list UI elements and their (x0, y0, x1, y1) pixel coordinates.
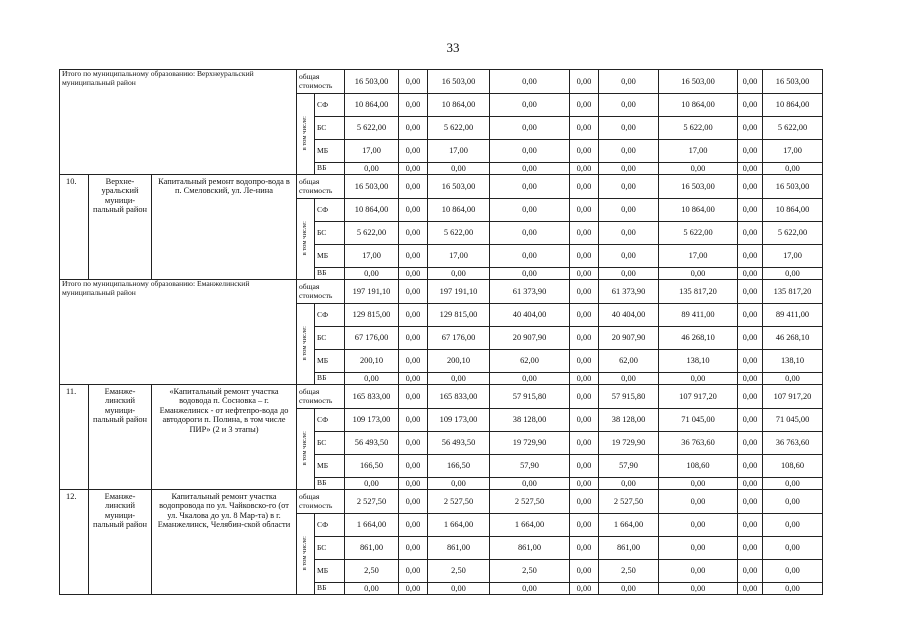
item-row (60, 490, 823, 514)
row-label-БС: БС (315, 537, 345, 560)
value-fed-cost: 0,00 (399, 94, 428, 117)
value-y2-fed: 0,00 (738, 94, 763, 117)
row-label-ВБ: ВБ (315, 373, 345, 385)
value-total-cost: 1 664,00 (345, 514, 399, 537)
value-y2-sum: 17,00 (763, 245, 823, 268)
row-label-СФ: СФ (315, 514, 345, 537)
value-grand-total: 5 622,00 (428, 117, 490, 140)
value-total-cost: 197 191,10 (345, 280, 399, 304)
value-y2-sum: 0,00 (763, 268, 823, 280)
value-y1-fed: 0,00 (570, 222, 599, 245)
value-total-cost: 16 503,00 (345, 70, 399, 94)
value-y1-total: 2,50 (490, 560, 570, 583)
incl-label: в том числе: (301, 325, 309, 360)
value-fed-cost: 0,00 (399, 245, 428, 268)
value-total-cost: 2,50 (345, 560, 399, 583)
row-label-МБ: МБ (315, 245, 345, 268)
value-fed-cost: 0,00 (399, 537, 428, 560)
value-y2-total: 36 763,60 (659, 432, 738, 455)
value-grand-total: 109 173,00 (428, 409, 490, 432)
value-grand-total: 2,50 (428, 560, 490, 583)
budget-table (59, 69, 823, 595)
value-y2-total: 0,00 (659, 268, 738, 280)
row-label-ВБ: ВБ (315, 268, 345, 280)
value-y1-fed: 0,00 (570, 163, 599, 175)
value-y2-sum: 71 045,00 (763, 409, 823, 432)
value-total-cost: 0,00 (345, 268, 399, 280)
value-y1-sum: 0,00 (599, 373, 659, 385)
item-row (60, 385, 823, 409)
value-fed-cost: 0,00 (399, 268, 428, 280)
incl-label: в том числе: (301, 535, 309, 570)
value-y2-fed: 0,00 (738, 304, 763, 327)
value-fed-cost: 0,00 (399, 304, 428, 327)
value-y1-fed: 0,00 (570, 117, 599, 140)
value-y2-sum: 138,10 (763, 350, 823, 373)
incl-cell (297, 514, 315, 595)
value-y1-total: 0,00 (490, 70, 570, 94)
value-y1-total: 20 907,90 (490, 327, 570, 350)
value-y1-total: 1 664,00 (490, 514, 570, 537)
value-fed-cost: 0,00 (399, 373, 428, 385)
value-grand-total: 16 503,00 (428, 70, 490, 94)
value-grand-total: 0,00 (428, 373, 490, 385)
value-fed-cost: 0,00 (399, 560, 428, 583)
value-y1-total: 0,00 (490, 117, 570, 140)
value-y2-total: 16 503,00 (659, 70, 738, 94)
value-y2-total: 89 411,00 (659, 304, 738, 327)
value-y2-total: 10 864,00 (659, 94, 738, 117)
value-y2-sum: 0,00 (763, 490, 823, 514)
value-fed-cost: 0,00 (399, 140, 428, 163)
value-total-cost: 861,00 (345, 537, 399, 560)
value-y1-sum: 0,00 (599, 117, 659, 140)
value-y1-total: 0,00 (490, 478, 570, 490)
value-y1-sum: 19 729,90 (599, 432, 659, 455)
value-grand-total: 129 815,00 (428, 304, 490, 327)
value-y1-fed: 0,00 (570, 140, 599, 163)
row-label-МБ: МБ (315, 350, 345, 373)
value-y1-sum: 61 373,90 (599, 280, 659, 304)
value-y2-sum: 17,00 (763, 140, 823, 163)
item-description: Капитальный ремонт водопро-вода в п. Смеловский, ул. Ле-нина (152, 175, 297, 280)
value-y2-sum: 107 917,20 (763, 385, 823, 409)
value-y1-total: 0,00 (490, 222, 570, 245)
value-y2-fed: 0,00 (738, 175, 763, 199)
value-y2-fed: 0,00 (738, 245, 763, 268)
item-district: Еманже-линский муници-пальный район (89, 385, 152, 490)
total-title: Итого по муниципальному образованию: Верхнеуральский муниципальный район (60, 70, 297, 175)
value-y2-sum: 135 817,20 (763, 280, 823, 304)
incl-cell (297, 94, 315, 175)
value-grand-total: 16 503,00 (428, 175, 490, 199)
total-row (60, 280, 823, 304)
value-grand-total: 1 664,00 (428, 514, 490, 537)
value-y1-total: 40 404,00 (490, 304, 570, 327)
value-total-cost: 0,00 (345, 163, 399, 175)
value-y2-sum: 0,00 (763, 537, 823, 560)
page-number: 33 (446, 40, 460, 55)
value-fed-cost: 0,00 (399, 327, 428, 350)
value-total-cost: 17,00 (345, 245, 399, 268)
value-y2-total: 0,00 (659, 163, 738, 175)
incl-label: в том числе: (301, 220, 309, 255)
value-y2-sum: 36 763,60 (763, 432, 823, 455)
row-label-ВБ: ВБ (315, 478, 345, 490)
value-fed-cost: 0,00 (399, 163, 428, 175)
value-y1-fed: 0,00 (570, 385, 599, 409)
value-y2-fed: 0,00 (738, 537, 763, 560)
value-y2-total: 0,00 (659, 373, 738, 385)
value-y1-sum: 62,00 (599, 350, 659, 373)
row-label-БС: БС (315, 327, 345, 350)
value-y1-fed: 0,00 (570, 327, 599, 350)
value-y1-fed: 0,00 (570, 199, 599, 222)
value-y2-total: 0,00 (659, 514, 738, 537)
value-grand-total: 56 493,50 (428, 432, 490, 455)
value-grand-total: 5 622,00 (428, 222, 490, 245)
value-total-cost: 109 173,00 (345, 409, 399, 432)
value-y1-sum: 0,00 (599, 583, 659, 595)
value-y1-sum: 40 404,00 (599, 304, 659, 327)
value-y1-total: 861,00 (490, 537, 570, 560)
value-y1-sum: 1 664,00 (599, 514, 659, 537)
value-fed-cost: 0,00 (399, 478, 428, 490)
value-total-cost: 16 503,00 (345, 175, 399, 199)
value-fed-cost: 0,00 (399, 222, 428, 245)
item-district: Еманже-линский муници-пальный район (89, 490, 152, 595)
value-y2-total: 46 268,10 (659, 327, 738, 350)
total-row (60, 70, 823, 94)
value-fed-cost: 0,00 (399, 199, 428, 222)
value-grand-total: 200,10 (428, 350, 490, 373)
value-y1-fed: 0,00 (570, 304, 599, 327)
value-y1-fed: 0,00 (570, 478, 599, 490)
value-grand-total: 17,00 (428, 245, 490, 268)
value-y1-total: 0,00 (490, 199, 570, 222)
value-y1-fed: 0,00 (570, 373, 599, 385)
value-total-cost: 10 864,00 (345, 94, 399, 117)
value-grand-total: 165 833,00 (428, 385, 490, 409)
value-y2-sum: 16 503,00 (763, 70, 823, 94)
row-label-БС: БС (315, 432, 345, 455)
value-y1-total: 0,00 (490, 583, 570, 595)
value-y2-sum: 10 864,00 (763, 199, 823, 222)
value-y1-sum: 0,00 (599, 140, 659, 163)
incl-cell (297, 199, 315, 280)
value-y2-fed: 0,00 (738, 409, 763, 432)
value-y1-total: 61 373,90 (490, 280, 570, 304)
value-total-cost: 0,00 (345, 478, 399, 490)
row-label-МБ: МБ (315, 560, 345, 583)
value-y1-sum: 0,00 (599, 175, 659, 199)
value-y1-sum: 2,50 (599, 560, 659, 583)
value-y1-fed: 0,00 (570, 245, 599, 268)
value-fed-cost: 0,00 (399, 432, 428, 455)
item-number: 12. (60, 490, 89, 595)
value-y2-total: 5 622,00 (659, 222, 738, 245)
value-y1-fed: 0,00 (570, 560, 599, 583)
value-grand-total: 10 864,00 (428, 199, 490, 222)
value-y1-sum: 57 915,80 (599, 385, 659, 409)
value-grand-total: 10 864,00 (428, 94, 490, 117)
item-number: 11. (60, 385, 89, 490)
value-y1-total: 57,90 (490, 455, 570, 478)
value-grand-total: 2 527,50 (428, 490, 490, 514)
value-y2-total: 16 503,00 (659, 175, 738, 199)
value-y2-total: 135 817,20 (659, 280, 738, 304)
value-total-cost: 56 493,50 (345, 432, 399, 455)
value-total-cost: 200,10 (345, 350, 399, 373)
row-label-total-cost: общая стоимость (297, 280, 345, 304)
row-label-СФ: СФ (315, 409, 345, 432)
value-grand-total: 67 176,00 (428, 327, 490, 350)
value-y1-sum: 0,00 (599, 222, 659, 245)
value-y2-total: 0,00 (659, 537, 738, 560)
value-y2-total: 5 622,00 (659, 117, 738, 140)
incl-label: в том числе: (301, 430, 309, 465)
value-y1-fed: 0,00 (570, 432, 599, 455)
value-y2-fed: 0,00 (738, 140, 763, 163)
value-y1-total: 0,00 (490, 140, 570, 163)
value-y1-total: 57 915,80 (490, 385, 570, 409)
value-y2-total: 138,10 (659, 350, 738, 373)
value-y1-total: 0,00 (490, 268, 570, 280)
value-y1-sum: 0,00 (599, 163, 659, 175)
value-y1-sum: 38 128,00 (599, 409, 659, 432)
row-label-total-cost: общая стоимость (297, 70, 345, 94)
value-y2-fed: 0,00 (738, 350, 763, 373)
value-y2-sum: 108,60 (763, 455, 823, 478)
value-fed-cost: 0,00 (399, 455, 428, 478)
value-y2-sum: 5 622,00 (763, 222, 823, 245)
value-y2-fed: 0,00 (738, 280, 763, 304)
value-y2-sum: 0,00 (763, 478, 823, 490)
row-label-СФ: СФ (315, 199, 345, 222)
value-y2-fed: 0,00 (738, 490, 763, 514)
value-y1-total: 62,00 (490, 350, 570, 373)
value-y2-fed: 0,00 (738, 117, 763, 140)
value-y1-fed: 0,00 (570, 514, 599, 537)
value-y2-sum: 0,00 (763, 514, 823, 537)
value-total-cost: 165 833,00 (345, 385, 399, 409)
value-y1-total: 38 128,00 (490, 409, 570, 432)
value-y2-fed: 0,00 (738, 268, 763, 280)
value-total-cost: 129 815,00 (345, 304, 399, 327)
value-y1-fed: 0,00 (570, 268, 599, 280)
value-grand-total: 17,00 (428, 140, 490, 163)
value-y1-total: 0,00 (490, 94, 570, 117)
value-y1-total: 0,00 (490, 373, 570, 385)
value-total-cost: 2 527,50 (345, 490, 399, 514)
value-y2-total: 10 864,00 (659, 199, 738, 222)
value-y2-total: 107 917,20 (659, 385, 738, 409)
value-y2-sum: 0,00 (763, 560, 823, 583)
value-y2-fed: 0,00 (738, 583, 763, 595)
value-y1-sum: 0,00 (599, 70, 659, 94)
value-y1-fed: 0,00 (570, 455, 599, 478)
value-y1-sum: 2 527,50 (599, 490, 659, 514)
value-y2-sum: 16 503,00 (763, 175, 823, 199)
row-label-total-cost: общая стоимость (297, 175, 345, 199)
value-y2-total: 17,00 (659, 245, 738, 268)
value-y2-fed: 0,00 (738, 478, 763, 490)
value-y1-total: 19 729,90 (490, 432, 570, 455)
value-y2-total: 71 045,00 (659, 409, 738, 432)
row-label-ВБ: ВБ (315, 163, 345, 175)
value-y2-fed: 0,00 (738, 163, 763, 175)
incl-cell (297, 304, 315, 385)
item-description: Капитальный ремонт участка водопровода по ул. Чайковско-го (от ул. Чкалова до ул. 8 Мар-та) в г. Еманжелинск, Челябин-ской области (152, 490, 297, 595)
value-y1-fed: 0,00 (570, 537, 599, 560)
value-fed-cost: 0,00 (399, 350, 428, 373)
value-y2-fed: 0,00 (738, 373, 763, 385)
value-y2-fed: 0,00 (738, 70, 763, 94)
value-y1-sum: 0,00 (599, 94, 659, 117)
value-y2-fed: 0,00 (738, 385, 763, 409)
value-y2-fed: 0,00 (738, 199, 763, 222)
value-grand-total: 0,00 (428, 583, 490, 595)
value-y2-total: 0,00 (659, 560, 738, 583)
value-y2-fed: 0,00 (738, 432, 763, 455)
value-y2-total: 0,00 (659, 490, 738, 514)
total-title: Итого по муниципальному образованию: Еманжелинский муниципальный район (60, 280, 297, 385)
row-label-БС: БС (315, 222, 345, 245)
row-label-ВБ: ВБ (315, 583, 345, 595)
value-y1-fed: 0,00 (570, 175, 599, 199)
value-y2-fed: 0,00 (738, 455, 763, 478)
value-y1-total: 2 527,50 (490, 490, 570, 514)
value-y1-sum: 861,00 (599, 537, 659, 560)
value-total-cost: 10 864,00 (345, 199, 399, 222)
value-y2-total: 0,00 (659, 583, 738, 595)
value-total-cost: 0,00 (345, 373, 399, 385)
value-y1-total: 0,00 (490, 245, 570, 268)
value-fed-cost: 0,00 (399, 514, 428, 537)
value-fed-cost: 0,00 (399, 117, 428, 140)
value-total-cost: 5 622,00 (345, 117, 399, 140)
value-grand-total: 197 191,10 (428, 280, 490, 304)
value-total-cost: 0,00 (345, 583, 399, 595)
incl-label: в том числе: (301, 115, 309, 150)
value-y2-total: 0,00 (659, 478, 738, 490)
value-y2-total: 108,60 (659, 455, 738, 478)
value-y1-fed: 0,00 (570, 70, 599, 94)
item-row (60, 175, 823, 199)
value-y1-sum: 0,00 (599, 199, 659, 222)
value-total-cost: 5 622,00 (345, 222, 399, 245)
value-y2-fed: 0,00 (738, 222, 763, 245)
value-y2-sum: 10 864,00 (763, 94, 823, 117)
row-label-МБ: МБ (315, 140, 345, 163)
value-fed-cost: 0,00 (399, 409, 428, 432)
value-y2-sum: 0,00 (763, 583, 823, 595)
value-grand-total: 166,50 (428, 455, 490, 478)
value-y1-fed: 0,00 (570, 94, 599, 117)
value-y1-total: 0,00 (490, 175, 570, 199)
value-fed-cost: 0,00 (399, 385, 428, 409)
value-y2-sum: 5 622,00 (763, 117, 823, 140)
value-y1-sum: 20 907,90 (599, 327, 659, 350)
item-district: Верхне-уральский муници-пальный район (89, 175, 152, 280)
incl-cell (297, 409, 315, 490)
value-total-cost: 67 176,00 (345, 327, 399, 350)
value-y2-fed: 0,00 (738, 560, 763, 583)
value-grand-total: 0,00 (428, 163, 490, 175)
value-grand-total: 0,00 (428, 478, 490, 490)
value-y1-sum: 57,90 (599, 455, 659, 478)
value-fed-cost: 0,00 (399, 175, 428, 199)
value-y2-fed: 0,00 (738, 514, 763, 537)
item-number: 10. (60, 175, 89, 280)
value-fed-cost: 0,00 (399, 583, 428, 595)
value-fed-cost: 0,00 (399, 280, 428, 304)
value-total-cost: 17,00 (345, 140, 399, 163)
row-label-БС: БС (315, 117, 345, 140)
row-label-total-cost: общая стоимость (297, 490, 345, 514)
value-y2-sum: 46 268,10 (763, 327, 823, 350)
row-label-СФ: СФ (315, 94, 345, 117)
value-y2-sum: 89 411,00 (763, 304, 823, 327)
row-label-МБ: МБ (315, 455, 345, 478)
row-label-total-cost: общая стоимость (297, 385, 345, 409)
row-label-СФ: СФ (315, 304, 345, 327)
value-total-cost: 166,50 (345, 455, 399, 478)
value-grand-total: 0,00 (428, 268, 490, 280)
value-y1-fed: 0,00 (570, 280, 599, 304)
value-y1-sum: 0,00 (599, 245, 659, 268)
value-y1-fed: 0,00 (570, 409, 599, 432)
value-fed-cost: 0,00 (399, 70, 428, 94)
value-y1-fed: 0,00 (570, 490, 599, 514)
value-y1-sum: 0,00 (599, 268, 659, 280)
value-fed-cost: 0,00 (399, 490, 428, 514)
value-y2-sum: 0,00 (763, 163, 823, 175)
value-y2-fed: 0,00 (738, 327, 763, 350)
value-y2-sum: 0,00 (763, 373, 823, 385)
value-y2-total: 17,00 (659, 140, 738, 163)
item-description: «Капитальный ремонт участка водовода п. Сосновка – г. Еманжелинск - от нефтепро-вода до автодороги п. Полина, в том числе ПИР» (2 и 3 этапы) (152, 385, 297, 490)
value-grand-total: 861,00 (428, 537, 490, 560)
value-y1-sum: 0,00 (599, 478, 659, 490)
value-y1-total: 0,00 (490, 163, 570, 175)
value-y1-fed: 0,00 (570, 350, 599, 373)
value-y1-fed: 0,00 (570, 583, 599, 595)
